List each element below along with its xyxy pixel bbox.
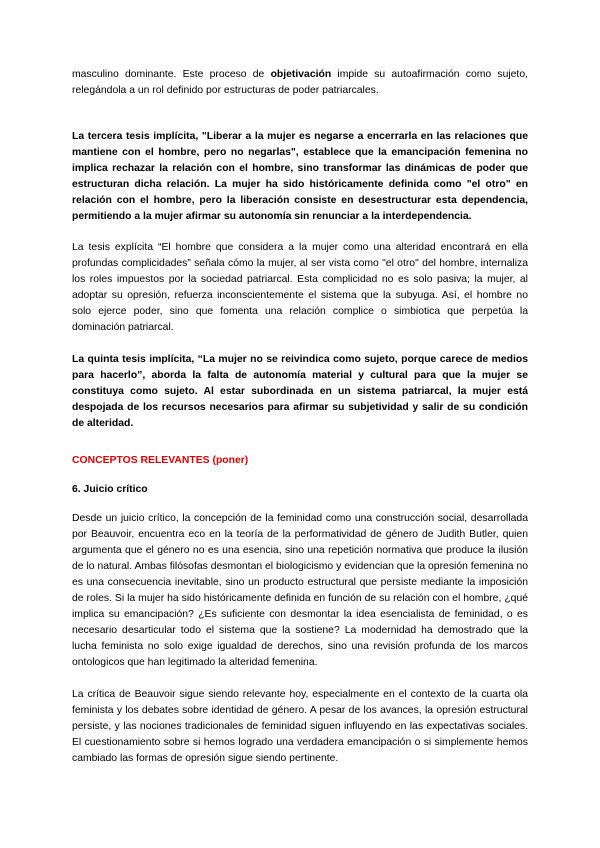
paragraph-quinta-tesis: La quinta tesis implícita, “La mujer no se reivindica como sujeto, porque carece de medios para hacerlo”, aborda la falta de autonomía material y cultural para que la mujer se constituya como sujeto. Al estar subordinada en un sistema patriarcal, la mujer está despojada de los recursos necesarios para afirmar su subjetividad y salir de su condición de alteridad. xyxy=(72,354,528,429)
paragraph-objetivacion xyxy=(72,67,528,99)
document-body xyxy=(72,67,528,767)
heading-conceptos-relevantes: CONCEPTOS RELEVANTES (poner) xyxy=(72,455,249,466)
paragraph-text: masculino dominante. Este proceso de xyxy=(72,69,271,80)
paragraph-tesis-explicita: La tesis explícita “El hombre que considera a la mujer como una alteridad encontrará en ella profundas complicidades” señala cómo la mujer, al ser vista como "el otro" del hombre, internaliza los roles impuestos por la sociedad patriarcal. Esta complicidad no es solo pasiva; la mujer, al adoptar su opresión, refuerza inconscientemente el sistema que la subyuga. Así, el hombre no solo ejerce poder, sino que fomenta una relación complice o simbiotica que perpetúa la dominación patriarcal. xyxy=(72,242,528,333)
paragraph-text: impide su autoafirmación como sujeto, relegándola a un rol definido por estructuras de poder patriarcales. xyxy=(72,69,528,96)
bold-term-objetivacion: objetivación xyxy=(270,69,332,80)
heading-juicio-critico: 6. Juicio crítico xyxy=(72,484,148,495)
paragraph-tercera-tesis: La tercera tesis implícita, "Liberar a la mujer es negarse a encerrarla en las relaciones que mantiene con el hombre, pero no negarlas", establece que la emancipación femenina no implica rechazar la relación con el hombre, sino transformar las dinámicas de poder que estructuran dicha relación. La mujer ha sido históricamente definida como "el otro" en relación con el hombre, pero la liberación consiste en desestructurar esta dependencia, permitiendo a la mujer afirmar su autonomía sin renunciar a la interdependencia. xyxy=(72,131,528,222)
paragraph-critica-beauvoir: La crítica de Beauvoir sigue siendo relevante hoy, especialmente en el contexto de la cuarta ola feminista y los debates sobre identidad de género. A pesar de los avances, la opresión estructural persiste, y las nociones tradicionales de feminidad siguen influyendo en las expectativas sociales. El cuestionamiento sobre si hemos logrado una verdadera emancipación o si simplemente hemos cambiado las formas de opresión sigue siendo pertinente. xyxy=(72,689,528,764)
paragraph-juicio-critico: Desde un juicio crítico, la concepción de la feminidad como una construcción social, desarrollada por Beauvoir, encuentra eco en la teoría de la performatividad de género de Judith Butler, quien argumenta que el género no es una esencia, sino una repetición normativa que produce la ilusión de lo natural. Ambas filósofas desmontan el biologicismo y evidencian que la opresión femenina no es una consecuencia inevitable, sino un producto estructural que persiste mediante la imposición de roles. Si la mujer ha sido históricamente definida en función de su relación con el hombre, ¿qué implica su emancipación? ¿Es suficiente con desmontar la idea esencialista de feminidad, o es necesario desarticular todo el sistema que la sostiene? La modernidad ha demostrado que la lucha feminista no solo exige igualdad de derechos, sino una revisión profunda de los marcos ontologicos que han legitimado la alteridad femenina. xyxy=(72,513,528,668)
